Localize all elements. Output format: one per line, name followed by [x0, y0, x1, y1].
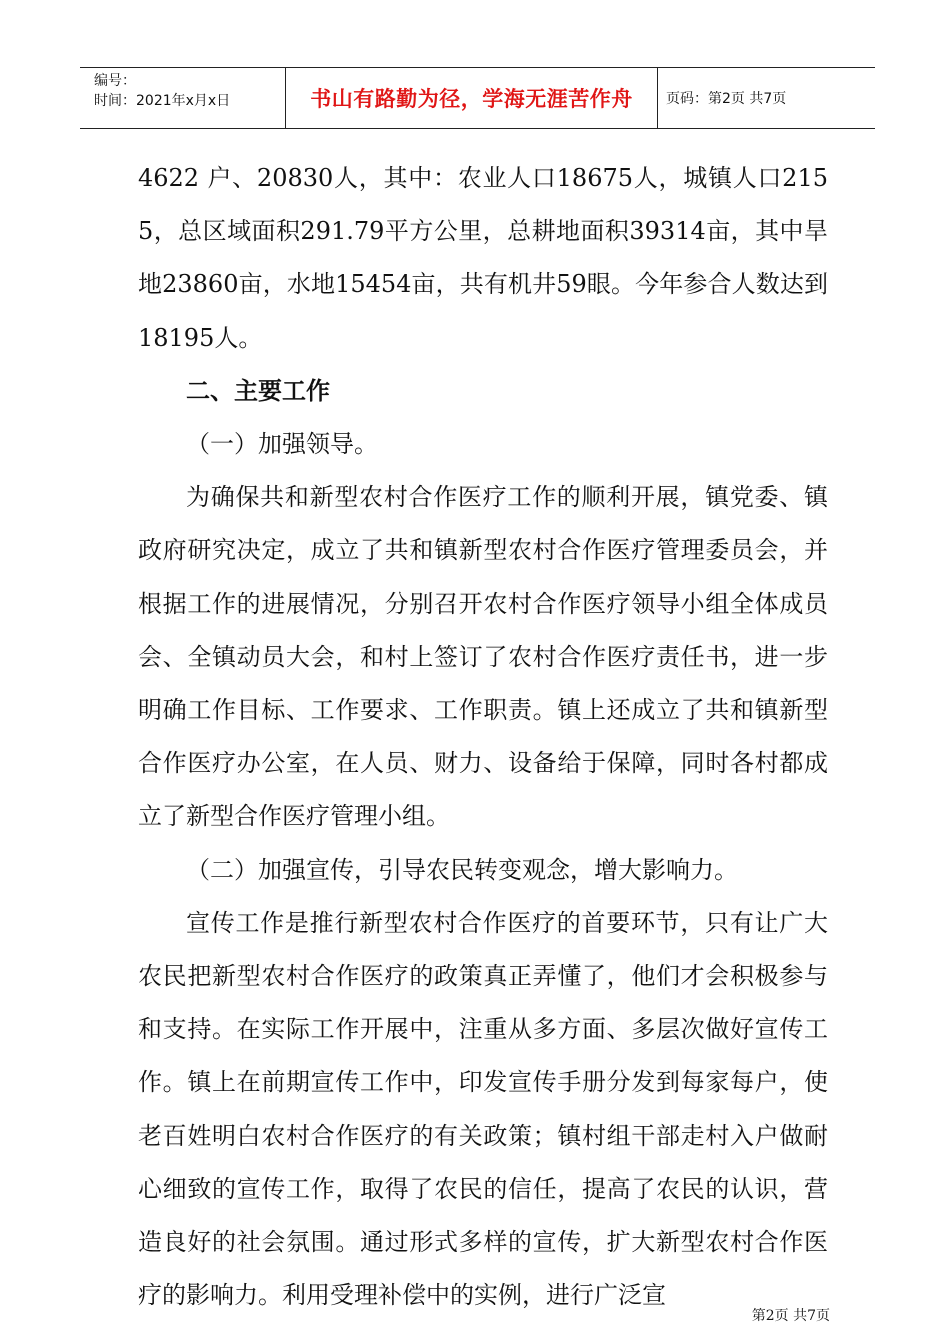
page-footer: 第2页 共7页 — [751, 1308, 830, 1324]
subheading-leadership: （一）加强领导。 — [186, 430, 378, 459]
page-header — [80, 67, 875, 129]
paragraph-publicity: 宣传工作是推行新型农村合作医疗的首要环节，只有让广大农民把新型农村合作医疗的政策真正弄懂了，他们才会积极参与和支持。在实际工作开展中，注重从多方面、多层次做好宣传工作。镇上在前期宣传工作中，印发宣传手册分发到每家每户，使老百姓明白农村合作医疗的有关政策；镇村组干部走村入户做耐心细致的宣传工作，取得了农民的信任，提高了农民的认识，营造良好的社会氛围。通过形式多样的宣传，扩大新型农村合作医疗的影响力。利用受理补偿中的实例，进行广泛宣 — [138, 908, 828, 1310]
subheading-publicity: （二）加强宣传，引导农民转变观念，增大影响力。 — [186, 855, 738, 884]
header-page-number: 页码：第2页 共7页 — [666, 91, 787, 107]
header-meta — [80, 68, 285, 128]
document-number: 编号： — [94, 73, 136, 89]
document-body — [138, 152, 828, 1322]
header-motto: 书山有路勤为径，学海无涯苦作舟 — [285, 68, 658, 128]
section-heading-main-work: 二、主要工作 — [186, 376, 330, 405]
document-date: 时间：2021年x月x日 — [94, 93, 231, 109]
paragraph-leadership: 为确保共和新型农村合作医疗工作的顺利开展，镇党委、镇政府研究决定，成立了共和镇新型农村合作医疗管理委员会，并根据工作的进展情况，分别召开农村合作医疗领导小组全体成员会、全镇动员大会，和村上签订了农村合作医疗责任书，进一步明确工作目标、工作要求、工作职责。镇上还成立了共和镇新型合作医疗办公室，在人员、财力、设备给于保障，同时各村都成立了新型合作医疗管理小组。 — [138, 483, 828, 831]
paragraph-statistics: 4622 户、20830人，其中：农业人口18675人，城镇人口2155，总区域面积291.79平方公里，总耕地面积39314亩，其中旱地23860亩，水地15454亩，共有机井59眼。今年参合人数达到18195人。 — [138, 164, 828, 352]
